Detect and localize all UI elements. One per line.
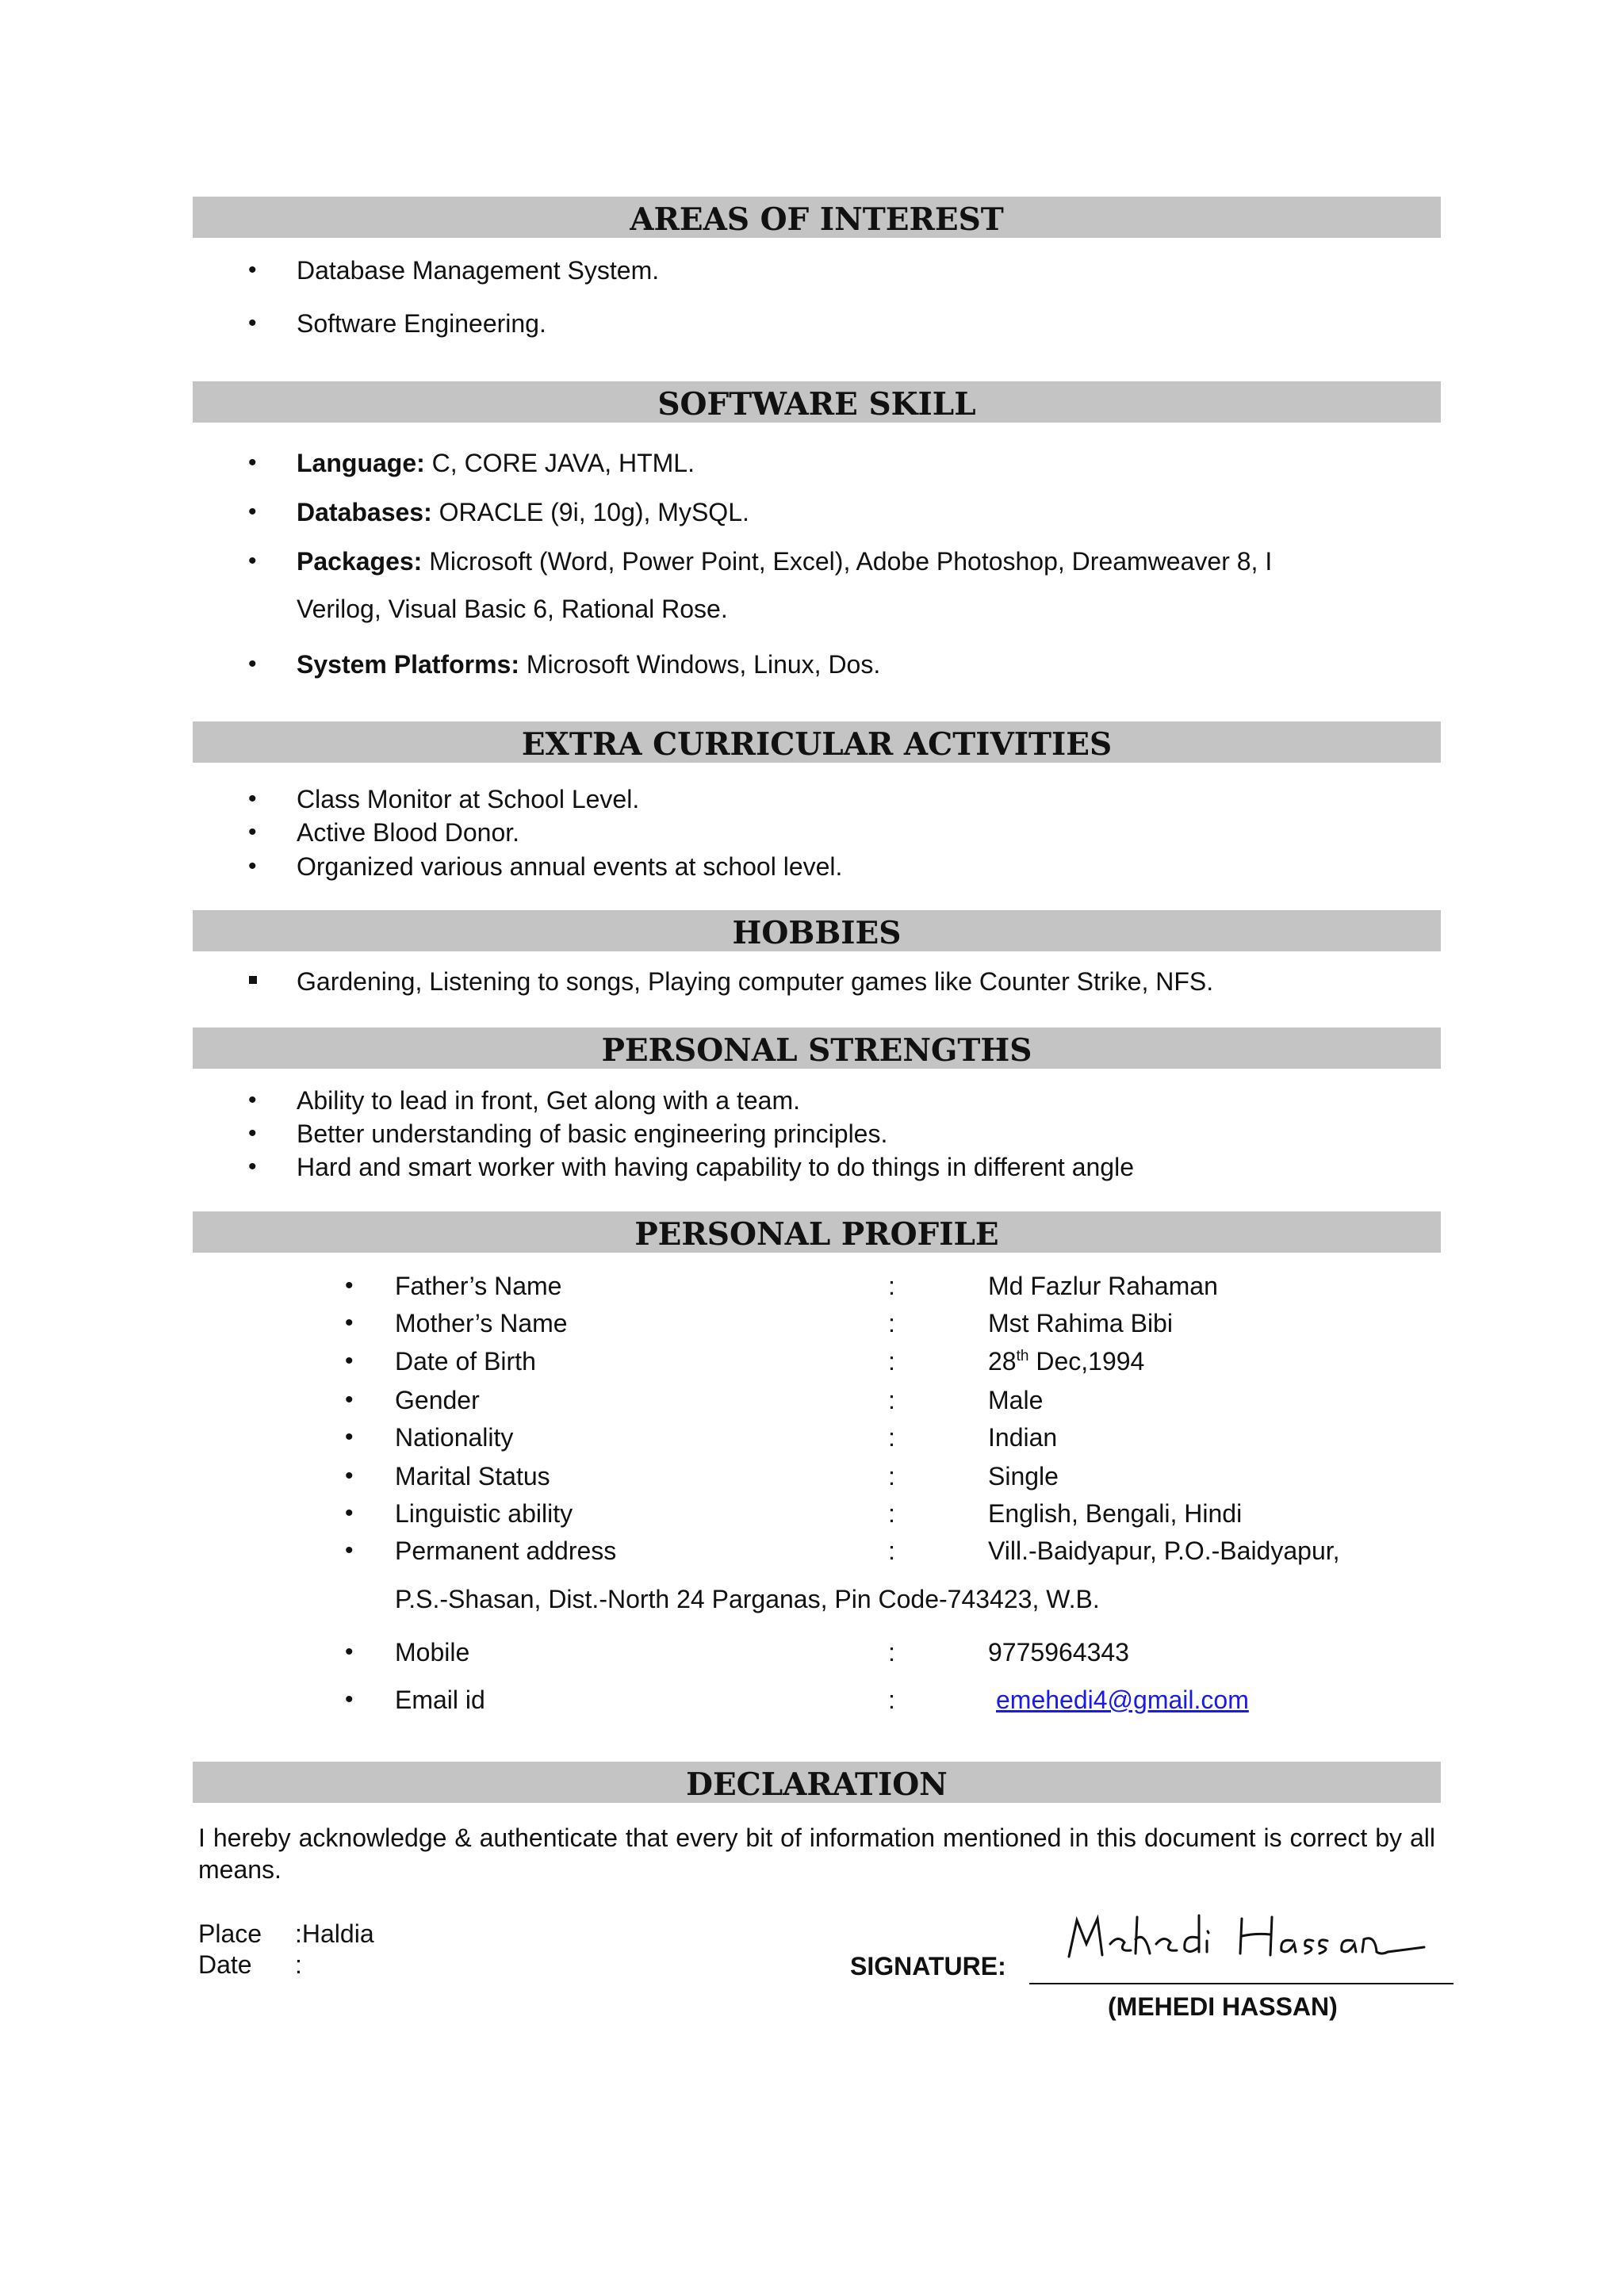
declaration-heading: DECLARATION xyxy=(193,1762,1441,1803)
signature-name: (MEHEDI HASSAN) xyxy=(1108,1992,1338,2021)
dob-rest: Dec,1994 xyxy=(1028,1347,1145,1376)
bullet: • xyxy=(345,1348,354,1374)
profile-colon: : xyxy=(888,1638,895,1667)
signature-label: SIGNATURE: xyxy=(850,1952,1006,1980)
strength-item: Better understanding of basic engineering principles. xyxy=(297,1119,888,1148)
personal-strengths-heading: PERSONAL STRENGTHS xyxy=(193,1027,1441,1069)
profile-value: English, Bengali, Hindi xyxy=(988,1499,1243,1528)
bullet: • xyxy=(248,1120,257,1146)
profile-label: Father’s Name xyxy=(395,1272,562,1300)
declaration-text: I hereby acknowledge & authenticate that every bit of information mentioned in this document is correct by all means. xyxy=(198,1823,1435,1884)
profile-label: Gender xyxy=(395,1386,480,1414)
profile-value: Md Fazlur Rahaman xyxy=(988,1272,1218,1300)
profile-colon: : xyxy=(888,1386,895,1414)
skill-packages-value: Microsoft (Word, Power Point, Excel), Adobe Photoshop, Dreamweaver 8, I xyxy=(429,547,1273,576)
skill-language-label: Language: xyxy=(297,449,425,477)
profile-colon: : xyxy=(888,1272,895,1300)
bullet: • xyxy=(248,853,257,879)
bullet: • xyxy=(345,1272,354,1299)
profile-value: 9775964343 xyxy=(988,1638,1129,1667)
profile-colon: : xyxy=(888,1347,895,1376)
skill-databases-value: ORACLE (9i, 10g), MySQL. xyxy=(439,498,749,526)
skill-platforms-value: Microsoft Windows, Linux, Dos. xyxy=(526,650,881,679)
profile-colon: : xyxy=(888,1462,895,1490)
areas-of-interest-heading: AREAS OF INTEREST xyxy=(193,197,1441,238)
profile-label: Email id xyxy=(395,1686,485,1714)
skill-platforms-label: System Platforms: xyxy=(297,650,519,679)
bullet: • xyxy=(248,310,257,336)
interest-item: Database Management System. xyxy=(297,256,660,285)
profile-colon: : xyxy=(888,1423,895,1452)
bullet: • xyxy=(248,499,257,525)
hobby-item: Gardening, Listening to songs, Playing computer games like Counter Strike, NFS. xyxy=(297,967,1214,996)
profile-colon: : xyxy=(888,1309,895,1337)
bullet: • xyxy=(345,1639,354,1665)
bullet: • xyxy=(248,1154,257,1180)
skill-databases-label: Databases: xyxy=(297,498,432,526)
bullet: • xyxy=(248,819,257,845)
strength-item: Hard and smart worker with having capability to do things in different angle xyxy=(297,1153,1134,1181)
skill-language xyxy=(297,447,695,479)
profile-colon: : xyxy=(888,1686,895,1714)
activity-item: Class Monitor at School Level. xyxy=(297,785,640,813)
date-label: Date xyxy=(198,1950,252,1979)
square-bullet-icon xyxy=(249,976,257,984)
profile-value-dob xyxy=(988,1345,1144,1377)
skill-databases xyxy=(297,496,749,528)
skill-packages-continuation: Verilog, Visual Basic 6, Rational Rose. xyxy=(297,595,728,623)
bullet: • xyxy=(345,1686,354,1712)
extra-curricular-heading: EXTRA CURRICULAR ACTIVITIES xyxy=(193,721,1441,763)
signature-line xyxy=(1029,1983,1454,1984)
skill-packages-label: Packages: xyxy=(297,547,423,576)
profile-label: Date of Birth xyxy=(395,1347,536,1376)
email-link[interactable]: emehedi4@gmail.com xyxy=(996,1686,1249,1714)
profile-label: Linguistic ability xyxy=(395,1499,573,1528)
skill-packages xyxy=(297,545,1272,577)
strength-item: Ability to lead in front, Get along with a team. xyxy=(297,1086,800,1115)
dob-day: 28 xyxy=(988,1347,1017,1376)
profile-label: Mobile xyxy=(395,1638,470,1667)
profile-value: Single xyxy=(988,1462,1059,1490)
bullet: • xyxy=(248,786,257,812)
hobbies-heading: HOBBIES xyxy=(193,910,1441,951)
software-skill-heading: SOFTWARE SKILL xyxy=(193,381,1441,423)
skill-language-value: C, CORE JAVA, HTML. xyxy=(431,449,695,477)
profile-value: Male xyxy=(988,1386,1044,1414)
bullet: • xyxy=(248,450,257,476)
profile-label: Mother’s Name xyxy=(395,1309,568,1337)
bullet: • xyxy=(345,1310,354,1336)
profile-label: Permanent address xyxy=(395,1536,617,1565)
place-label: Place xyxy=(198,1919,262,1948)
profile-value: Mst Rahima Bibi xyxy=(988,1309,1173,1337)
profile-label: Marital Status xyxy=(395,1462,550,1490)
activity-item: Active Blood Donor. xyxy=(297,818,520,847)
profile-colon: : xyxy=(888,1499,895,1528)
dob-suffix: th xyxy=(1016,1348,1029,1364)
bullet: • xyxy=(248,548,257,574)
profile-label: Nationality xyxy=(395,1423,514,1452)
profile-value: Indian xyxy=(988,1423,1058,1452)
bullet: • xyxy=(345,1424,354,1450)
interest-item: Software Engineering. xyxy=(297,309,546,338)
bullet: • xyxy=(248,1087,257,1113)
address-continuation: P.S.-Shasan, Dist.-North 24 Parganas, Pin Code-743423, W.B. xyxy=(395,1585,1100,1613)
bullet: • xyxy=(345,1537,354,1563)
bullet: • xyxy=(248,257,257,283)
profile-colon: : xyxy=(888,1536,895,1565)
bullet: • xyxy=(248,651,257,677)
bullet: • xyxy=(345,1387,354,1413)
bullet: • xyxy=(345,1463,354,1489)
handwritten-signature xyxy=(1063,1903,1427,1974)
bullet: • xyxy=(345,1500,354,1526)
place-value: :Haldia xyxy=(295,1919,374,1948)
skill-platforms xyxy=(297,649,880,680)
activity-item: Organized various annual events at school level. xyxy=(297,852,843,881)
date-value: : xyxy=(295,1950,302,1979)
profile-value: Vill.-Baidyapur, P.O.-Baidyapur, xyxy=(988,1536,1340,1565)
personal-profile-heading: PERSONAL PROFILE xyxy=(193,1211,1441,1253)
